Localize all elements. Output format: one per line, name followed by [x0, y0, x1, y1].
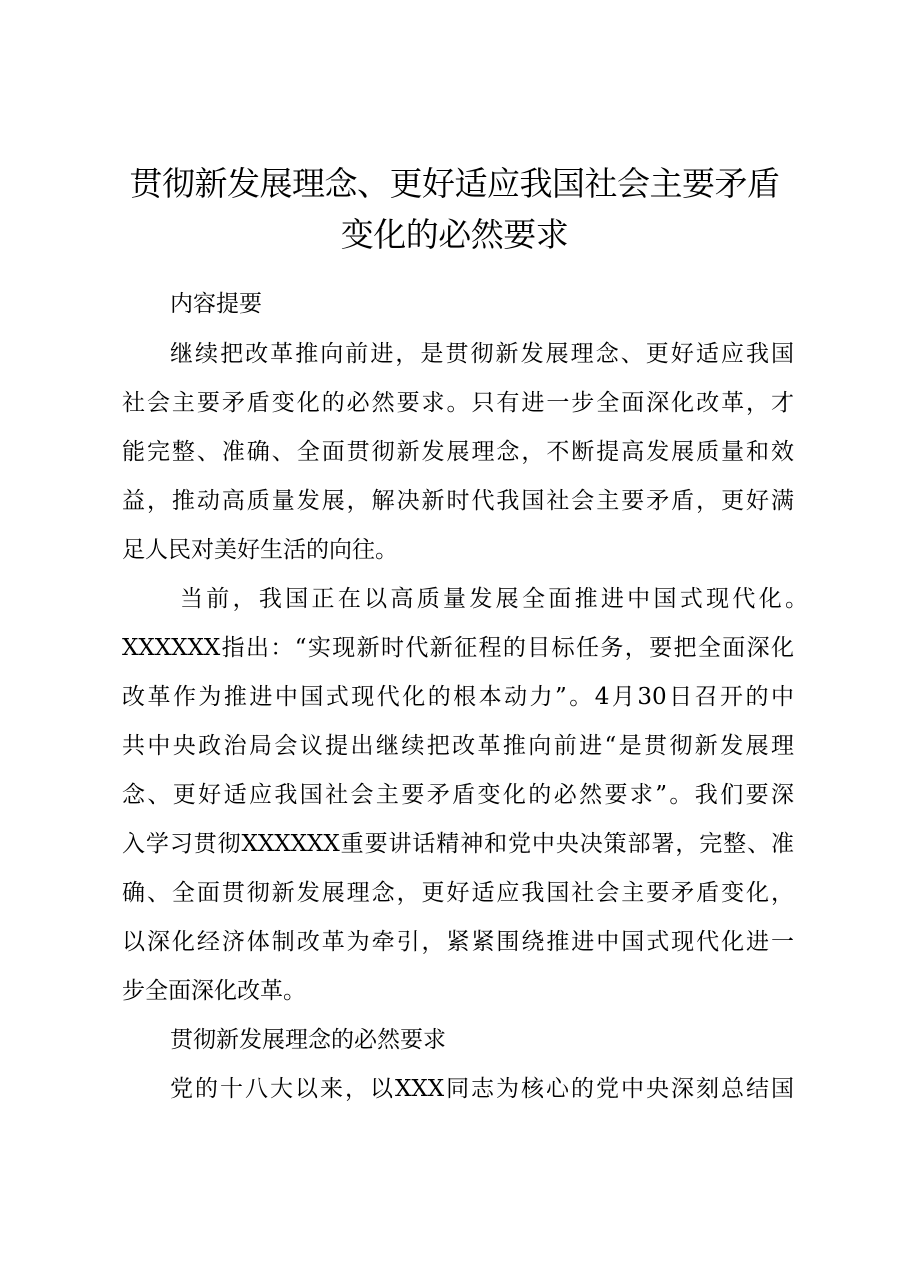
paragraph-line: 念、更好适应我国社会主要矛盾变化的必然要求”。我们要深	[122, 782, 794, 808]
paragraph-line: 益，推动高质量发展，解决新时代我国社会主要矛盾，更好满	[122, 488, 794, 514]
document-title-line-1: 贯彻新发展理念、更好适应我国社会主要矛盾	[129, 164, 780, 203]
section-heading-summary: 内容提要	[170, 291, 262, 317]
paragraph-line: 社会主要矛盾变化的必然要求。只有进一步全面深化改革，才	[122, 390, 794, 416]
paragraph-line: 党的十八大以来，以XXX同志为核心的党中央深刻总结国	[170, 1076, 794, 1102]
paragraph-line: XXXXXX指出：“实现新时代新征程的目标任务，要把全面深化	[122, 635, 794, 661]
document-title-line-2: 变化的必然要求	[340, 215, 569, 254]
paragraph-line: 确、全面贯彻新发展理念，更好适应我国社会主要矛盾变化，	[122, 880, 794, 906]
paragraph-line: 继续把改革推向前进，是贯彻新发展理念、更好适应我国	[170, 341, 794, 367]
paragraph-line: 入学习贯彻XXXXXX重要讲话精神和党中央决策部署，完整、准	[122, 831, 794, 857]
paragraph-line: 改革作为推进中国式现代化的根本动力”。4月30日召开的中	[122, 684, 794, 710]
paragraph-line: 步全面深化改革。	[122, 978, 306, 1004]
section-heading-new-development: 贯彻新发展理念的必然要求	[170, 1027, 446, 1053]
paragraph-line: 以深化经济体制改革为牵引，紧紧围绕推进中国式现代化进一	[122, 929, 794, 955]
paragraph-line: 能完整、准确、全面贯彻新发展理念，不断提高发展质量和效	[122, 439, 794, 465]
paragraph-line: 足人民对美好生活的向往。	[122, 537, 398, 563]
paragraph-line: 共中央政治局会议提出继续把改革推向前进“是贯彻新发展理	[122, 733, 794, 759]
paragraph-line: 当前，我国正在以高质量发展全面推进中国式现代化。	[180, 586, 808, 612]
